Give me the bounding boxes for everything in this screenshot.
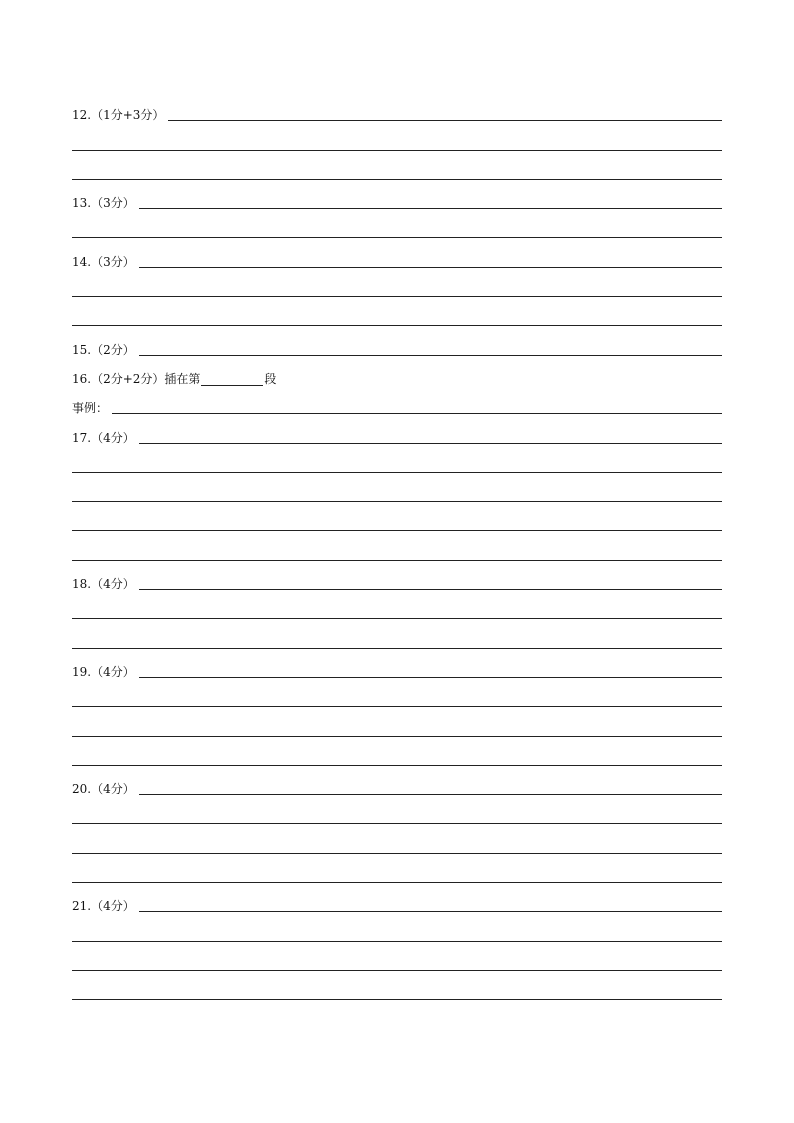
blank-answer-row[interactable] [72,531,722,560]
question-14-row [72,238,722,267]
question-20-row [72,766,722,795]
blank-answer-row[interactable] [72,297,722,326]
question-16-suffix: 段 [264,371,277,386]
question-12-label: 12.（1分+3分） [72,108,165,123]
blank-answer-row[interactable] [72,121,722,150]
question-16-prefix: 16.（2分+2分）插在第 [72,371,201,386]
blank-answer-row[interactable] [72,795,722,824]
question-13-label: 13.（3分） [72,196,135,211]
question-14-label: 14.（3分） [72,254,135,269]
blank-answer-row[interactable] [72,619,722,648]
blank-answer-row[interactable] [72,502,722,531]
blank-answer-row[interactable] [72,209,722,238]
question-18-label: 18.（4分） [72,577,135,592]
question-16-example-row [72,385,722,414]
blank-answer-row[interactable] [72,942,722,971]
question-15-label: 15.（2分） [72,342,135,357]
question-12-row [72,92,722,121]
blank-answer-row[interactable] [72,854,722,883]
question-19-row [72,649,722,678]
blank-answer-row[interactable] [72,737,722,766]
question-15-row [72,326,722,355]
question-17-label: 17.（4分） [72,430,135,445]
question-20-label: 20.（4分） [72,782,135,797]
blank-answer-row[interactable] [72,268,722,297]
blank-answer-row[interactable] [72,824,722,853]
question-21-row [72,883,722,912]
blank-answer-row[interactable] [72,444,722,473]
answer-line[interactable] [72,999,722,1000]
blank-answer-row[interactable] [72,151,722,180]
question-16-row [72,356,722,385]
blank-answer-row[interactable] [72,678,722,707]
blank-answer-row[interactable] [72,707,722,736]
question-18-row [72,561,722,590]
blank-answer-row[interactable] [72,590,722,619]
answer-sheet [72,92,722,1000]
question-21-label: 21.（4分） [72,899,135,914]
blank-answer-row[interactable] [72,473,722,502]
question-13-row [72,180,722,209]
example-label: 事例： [72,401,109,416]
question-17-row [72,414,722,443]
blank-answer-row[interactable] [72,971,722,1000]
question-19-label: 19.（4分） [72,664,135,679]
blank-answer-row[interactable] [72,912,722,941]
question-16-label [72,372,276,386]
